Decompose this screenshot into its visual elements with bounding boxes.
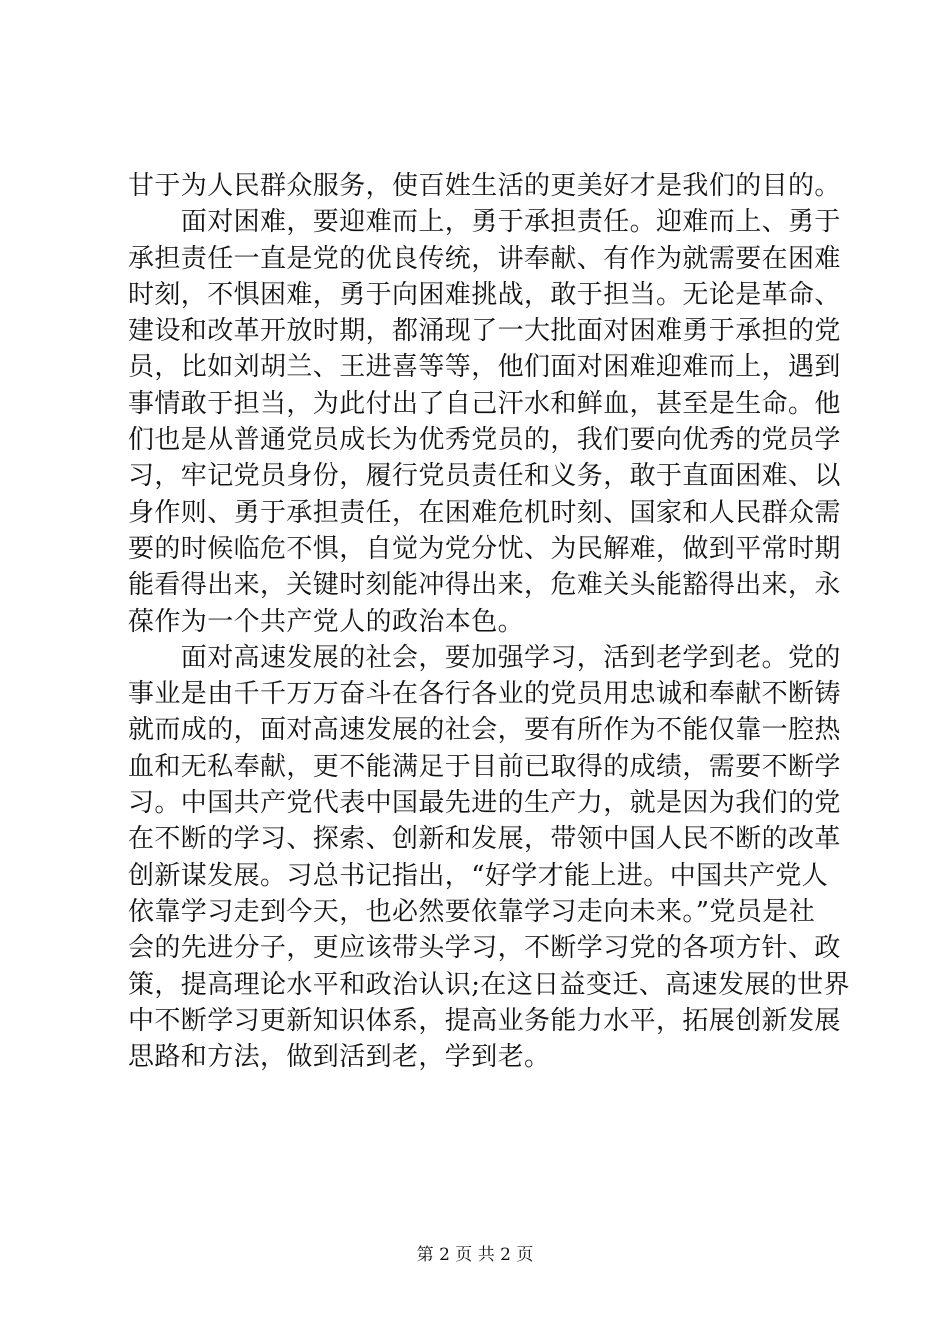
text-line: 面对困难，要迎难而上，勇于承担责任。迎难而上、勇于 bbox=[128, 207, 841, 238]
text-line: 习。中国共产党代表中国最先进的生产力，就是因为我们的党 bbox=[128, 788, 841, 819]
text-line: 面对高速发展的社会，要加强学习，活到老学到老。党的 bbox=[128, 642, 841, 673]
text-line: 承担责任一直是党的优良传统，讲奉献、有作为就需要在困难 bbox=[128, 243, 841, 274]
text-line: 事情敢于担当，为此付出了自己汗水和鲜血，甚至是生命。他 bbox=[128, 388, 841, 419]
text-line: 要的时候临危不惧，自觉为党分忧、为民解难，做到平常时期 bbox=[128, 533, 841, 564]
text-line: 会的先进分子，更应该带头学习，不断学习党的各项方针、政 bbox=[128, 933, 841, 964]
page-footer bbox=[0, 1243, 950, 1267]
text-line: 时刻，不惧困难，勇于向困难挑战，敢于担当。无论是革命、 bbox=[128, 279, 841, 310]
document-body bbox=[128, 168, 850, 1075]
text-line: 创新谋发展。习总书记指出，“好学才能上进。中国共产党人 bbox=[128, 860, 829, 891]
text-line: 依靠学习走到今天，也必然要依靠学习走向未来。”党员是社 bbox=[128, 896, 816, 927]
text-line: 建设和改革开放时期，都涌现了一大批面对困难勇于承担的党 bbox=[128, 316, 841, 347]
text-line: 事业是由千千万万奋斗在各行各业的党员用忠诚和奉献不断铸 bbox=[128, 679, 841, 710]
text-line: 身作则、勇于承担责任，在困难危机时刻、国家和人民群众需 bbox=[128, 497, 841, 528]
page-number: 第 2 页 共 2 页 bbox=[416, 1245, 534, 1265]
text-line: 员，比如刘胡兰、王进喜等等，他们面对困难迎难而上，遇到 bbox=[128, 352, 841, 383]
text-line: 在不断的学习、探索、创新和发展，带领中国人民不断的改革 bbox=[128, 824, 841, 855]
text-line: 血和无私奉献，更不能满足于目前已取得的成绩，需要不断学 bbox=[128, 751, 841, 782]
text-line: 葆作为一个共产党人的政治本色。 bbox=[128, 606, 525, 637]
text-line: 思路和方法，做到活到老，学到老。 bbox=[128, 1042, 551, 1073]
text-line: 策，提高理论水平和政治认识;在这日益变迁、高速发展的世界 bbox=[128, 969, 850, 1000]
text-line: 们也是从普通党员成长为优秀党员的，我们要向优秀的党员学 bbox=[128, 425, 841, 456]
text-line: 习，牢记党员身份，履行党员责任和义务，敢于直面困难、以 bbox=[128, 461, 841, 492]
text-line: 就而成的，面对高速发展的社会，要有所作为不能仅靠一腔热 bbox=[128, 715, 841, 746]
text-line: 中不断学习更新知识体系，提高业务能力水平，拓展创新发展 bbox=[128, 1005, 841, 1036]
text-line: 甘于为人民群众服务，使百姓生活的更美好才是我们的目的。 bbox=[128, 171, 841, 201]
text-line: 能看得出来，关键时刻能冲得出来，危难关头能豁得出来，永 bbox=[128, 570, 841, 601]
